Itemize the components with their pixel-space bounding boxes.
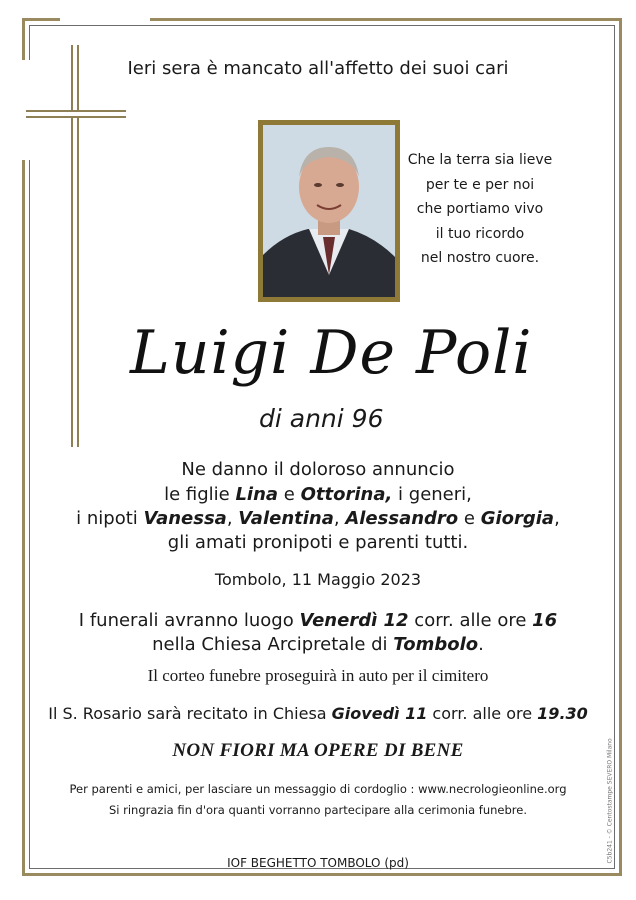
age-text: di anni 96	[259, 404, 384, 433]
poem-line: per te e per noi	[425, 176, 535, 193]
date-text: Tombolo, 11 Maggio 2023	[214, 570, 422, 589]
thanks-text: Si ringrazia fin d'ora quanti vorranno partecipare alla cerimonia funebre.	[108, 803, 527, 817]
announcement-line: gli amati pronipoti e parenti tutti.	[167, 532, 469, 553]
poem-line: nel nostro cuore.	[420, 250, 540, 266]
corteo-text: Il corteo funebre proseguirà in auto per il cimitero	[147, 666, 489, 685]
side-code: C5b241 - © Centostampe SEVERO Milano	[606, 738, 614, 864]
funeral-line: nella Chiesa Arcipretale di Tombolo.	[152, 634, 484, 655]
footer-text: IOF BEGHETTO TOMBOLO (pd)	[227, 856, 409, 870]
funeral-line: I funerali avranno luogo Venerdì 12 corr. alle ore 16	[78, 610, 558, 631]
rosario-text: Il S. Rosario sarà recitato in Chiesa Giovedì 11 corr. alle ore 19.30	[48, 704, 588, 723]
announcement-line: Ne danno il doloroso annuncio	[181, 459, 455, 480]
poem-line: che portiamo vivo	[416, 201, 544, 217]
poem	[404, 148, 556, 271]
announcement-line: le figlie Lina e Ottorina, i generi,	[164, 484, 472, 505]
deceased-name: Luigi De Poli	[130, 318, 533, 388]
portrait-photo	[258, 120, 400, 302]
poem-line: Che la terra sia lieve	[407, 152, 553, 168]
poem-line: il tuo ricordo	[435, 225, 525, 242]
intro-text: Ieri sera è mancato all'affetto dei suoi cari	[127, 58, 509, 79]
no-flowers-text: NON FIORI MA OPERE DI BENE	[172, 740, 464, 761]
announcement-line: i nipoti Vanessa, Valentina, Alessandro e Giorgia,	[76, 508, 560, 529]
condolence-text: Per parenti e amici, per lasciare un messaggio di cordoglio : www.necrologieonline.org	[69, 782, 567, 796]
